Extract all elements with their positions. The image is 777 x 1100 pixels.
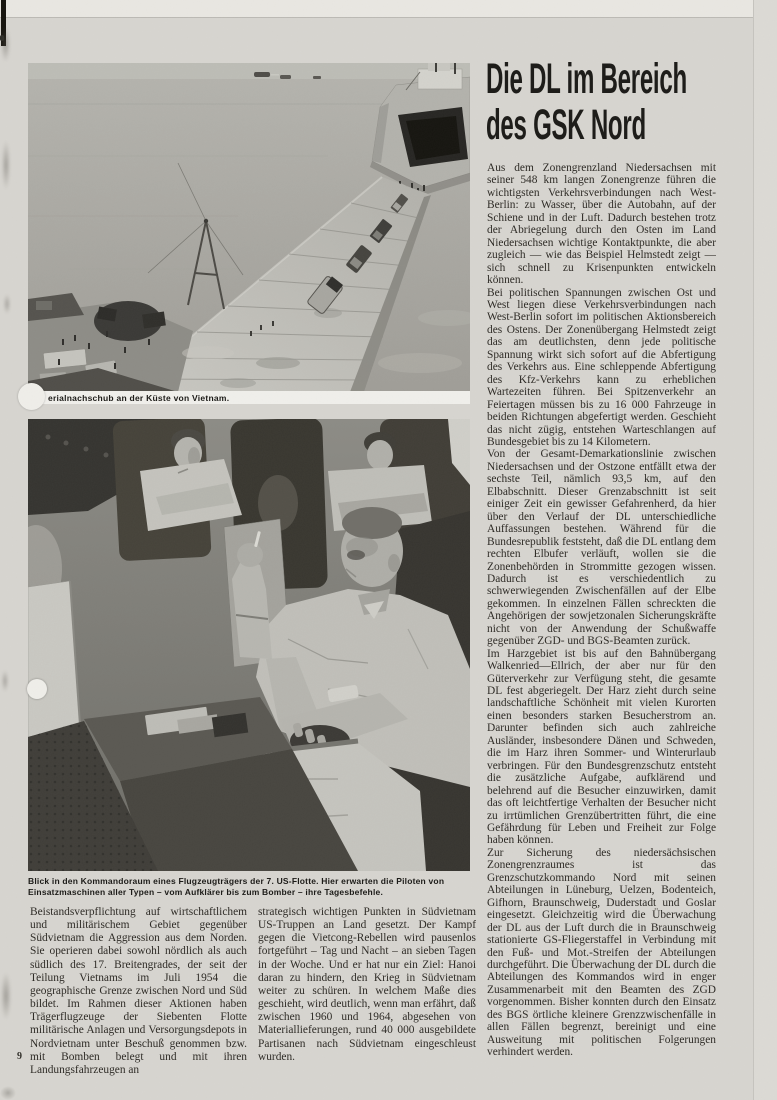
scan-smudge <box>1 26 10 62</box>
photo-carrier-command-room-art <box>28 419 470 871</box>
scan-corner-shadow <box>0 1086 16 1100</box>
photo1-caption: erialnachschub an der Küste von Vietnam. <box>48 392 230 403</box>
article-paragraph: Im Harzgebiet ist bis auf den Bahnübergang Walkenried—Ellrich, der aber nur für den Güterverkehr zur Verfügung steht, die gesamte DL fest abgeriegelt. Der Harz zieht durch seine landschaftliche Schönheit mit vielen Kurorten einen besonders starken Besucherstrom an. Darunter befinden sich auch zahlreiche Ausländer, insbesondere Dänen und Schweden, die im Harz ihren Sommer- und Winterurlaub verbringen. Für den Bundesgrenzschutz entsteht die zusätzliche Aufgabe, aufklärend und belehrend auf die Besucher einzuwirken, damit das oft leichtfertige Verhalten der Besucher nicht zu irrtümlichen Grenzübertritten führt, die eine Gefährdung für Leben und Freiheit zur Folge haben können. <box>487 647 716 847</box>
page-number: 9 <box>17 1051 22 1062</box>
photo-carrier-command-room <box>28 419 470 871</box>
article-paragraph: Zur Sicherung des niedersächsischen Zonengrenzraumes ist das Grenzschutzkommando Nord mit seinen Abteilungen in Lüneburg, Uelzen, Bodenteich, Gifhorn, Braunschweig, Duderstadt und Goslar eingesetzt. Gleichzeitig wird die Überwachung der DL aus der Luft durch die in Braunschweig stationierte GS-Fliegerstaffel in Verbindung mit den Fuß- und Mot.-Streifen der Abteilungen durchgeführt. Die Überwachung der DL durch die Abteilungen des Kommandos wird in enger Zusammenarbeit mit den Beamten des ZGD vorgenommen. Bisher konnten durch den Einsatz des BGS örtliche kleinere Grenzzwischenfälle in allen Fällen begrenzt, bereinigt und eine Ausweitung mit politischen Folgerungen verhindert werden. <box>487 846 716 1059</box>
headline-line-1: Die DL im Bereich <box>486 55 687 103</box>
photo-pontoon-pier-vietnam <box>28 63 470 392</box>
photo2-caption: Blick in den Kommandoraum eines Flugzeugträgers der 7. US-Flotte. Hier erwarten die Piloten von Einsatzmaschinen aller Typen – vom Aufklärer bis zum Bomber – ihre Tagesbefehle. <box>28 876 445 897</box>
scan-smudge <box>2 670 8 692</box>
punch-hole <box>18 383 45 410</box>
scan-smudge <box>4 294 10 314</box>
scan-smudge <box>2 140 10 190</box>
bottom-paragraph: Beistandsverpflichtung auf wirtschaftlichem und militärischem Gebiet gegenüber Südvietnam die Aggression aus dem Norden. Sie operieren dabei sowohl nördlich als auch südlich des 17. Breitengrades, der seit der Teilung Vietnams im Juli 1954 die geographische Grenze zwischen Nord und Süd bildet. Im Rahmen dieser Aktionen haben Trägerflugzeuge der Siebenten Flotte militärische Anlagen und Versorgungsdepots in Nordvietnam unter Beschuß genommen bzw. mit Bomben belegt und mit ihren Landungsfahrzeugen an <box>30 906 247 1076</box>
bottom-article-column-1 <box>30 906 247 1084</box>
article-paragraph: Von der Gesamt-Demarkationslinie zwischen Niedersachsen und der Ostzone entfällt etwa der sechste Teil, nämlich 93,5 km, auf den Elbabschnitt. Dieser Grenzabschnitt ist seit einiger Zeit ein gewisser Gefahrenherd, da hier über den Verlauf der DL unterschiedliche Auffassungen bestehen. Während für die Bundesrepublik feststeht, daß die DL entlang dem rechten Elbufer verläuft, wollen sie die Zonenbehörden in Strommitte gezogen wissen. Dadurch ist es verschiedentlich zu schwerwiegenden Zwischenfällen auf der Elbe gekommen. In einzelnen Fällen schreckten die Angehörigen der sowjetzonalen Sicherungskräfte nicht von der Anwendung der Schußwaffe gegenüber ZGD- und BGS-Beamten zurück. <box>487 448 716 648</box>
bottom-article-column-2 <box>258 906 476 1084</box>
photo1-caption-bar <box>28 391 470 404</box>
punch-hole <box>27 679 47 699</box>
scan-right-edge <box>753 0 777 1100</box>
scan-smudge <box>1 972 11 1020</box>
article-paragraph: Aus dem Zonengrenzland Niedersachsen mit seiner 548 km langen Zonengrenze führen die wichtigsten Verkehrsverbindungen nach West-Berlin: zu Wasser, über die Autobahn, auf der Schiene und in der Luft. Dadurch bestehen trotz der Abriegelung durch den Osten im Land Niedersachsen wichtige Kontaktpunkte, die aber zugleich — wie das Beispiel Helmstedt zeigt — sich schnell zu Krisenpunkten entwickeln können. <box>487 162 716 287</box>
page-top-margin <box>0 0 777 18</box>
headline-line-2: des GSK Nord <box>486 101 646 149</box>
photo-pontoon-pier-art <box>28 63 470 392</box>
article-headline <box>486 56 777 148</box>
article-paragraph: Bei politischen Spannungen zwischen Ost und West liegen diese Verkehrsverbindungen nach West-Berlin sofort im politischen Aktionsbereich des Ostens. Der Zonenübergang Helmstedt zeigt das am deutlichsten, denn jede politische Spannung wirkt sich sofort auf die Abfertigung des Verkehrs aus. Eine schleppende Abfertigung des Kfz-Verkehrs kann zu erheblichen Wartezeiten führen. Bei Spitzenverkehr an Feiertagen müssen bis zu 16 000 Fahrzeuge in beiden Richtungen abgefertigt werden. Geschieht das nicht zügig, entstehen Warteschlangen auf Bundesgebiet bis zu 14 Kilometern. <box>487 286 716 448</box>
article-body-column <box>487 162 716 1088</box>
bottom-paragraph: strategisch wichtigen Punkten in Südvietnam US-Truppen an Land gesetzt. Der Kampf gegen die Vietcong-Rebellen wird pausenlos fortgeführt – Tag und Nacht – an sieben Tagen in der Woche. Und er hat nur ein Ziel: Hanoi daran zu hindern, den Krieg in Südvietnam weiter zu schüren. In welchem Maße dies geschieht, wird deutlich, wenn man erfährt, daß zwischen 1960 und 1964, abgesehen von Materiallieferungen, rund 40 000 ausgebildete Partisanen nach Südvietnam eingeschleust wurden. <box>258 906 476 1063</box>
